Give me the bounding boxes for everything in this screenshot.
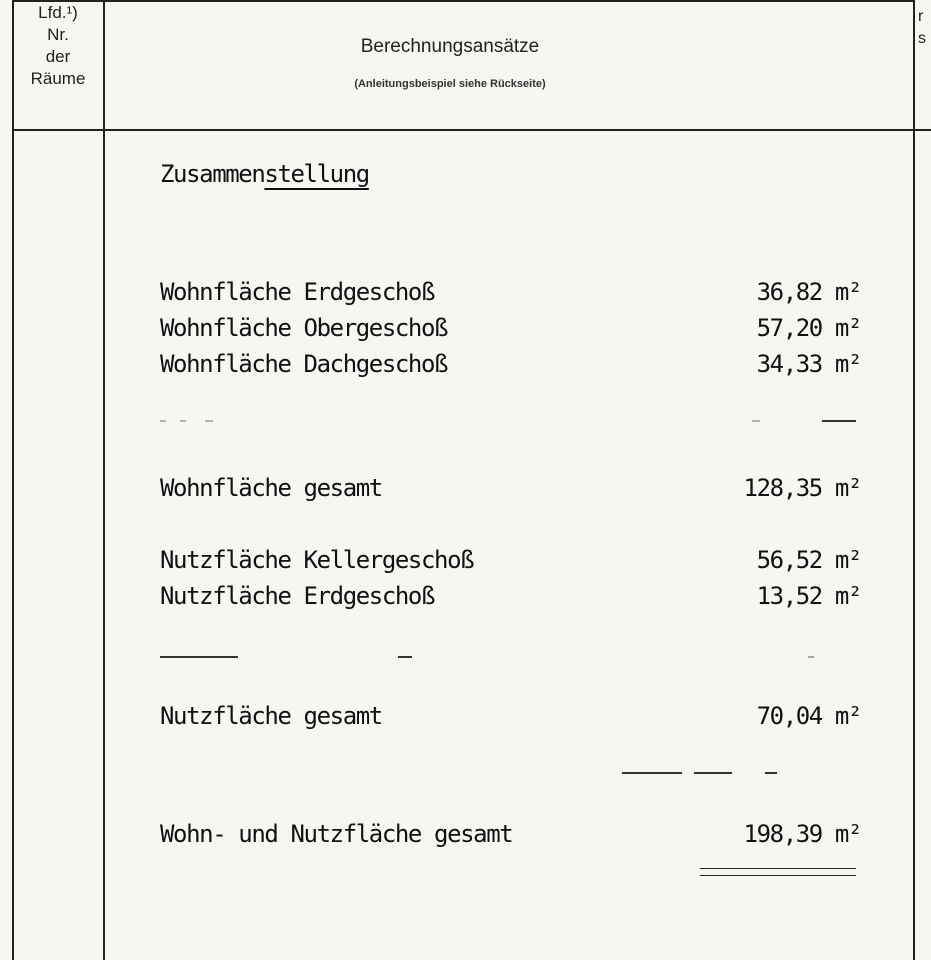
form-subtitle: (Anleitungsbeispiel siehe Rückseite) <box>354 78 546 90</box>
row-label: Nutzfläche Kellergeschoß <box>160 546 474 574</box>
separator-dash <box>694 772 732 774</box>
separator-dash <box>160 420 166 422</box>
separator-dash <box>752 420 760 422</box>
col1-line-2: Nr. <box>47 25 69 44</box>
left-border-line <box>12 0 14 960</box>
right-fragment-2: s <box>918 30 926 47</box>
summary-heading <box>160 160 369 188</box>
right-column-fragment <box>918 6 931 50</box>
form-title: Berechnungsansätze <box>360 36 540 57</box>
row-value: 13,52 m² <box>756 582 861 610</box>
column-divider-line <box>103 0 105 960</box>
separator-dash <box>765 772 777 774</box>
total-double-underline <box>700 868 856 876</box>
row-label: Wohnfläche Dachgeschoß <box>160 350 448 378</box>
separator-dash <box>822 420 856 422</box>
row-label: Wohnfläche Obergeschoß <box>160 314 448 342</box>
row-label: Wohn- und Nutzfläche gesamt <box>160 820 513 848</box>
separator-dash <box>398 656 412 658</box>
header-rule <box>12 129 931 131</box>
top-border-line <box>12 0 915 2</box>
row-value: 198,39 m² <box>743 820 861 848</box>
row-label: Nutzfläche Erdgeschoß <box>160 582 435 610</box>
separator-dash <box>808 656 814 658</box>
separator-dash <box>160 656 238 658</box>
separator-dash <box>205 420 213 422</box>
row-value: 34,33 m² <box>756 350 861 378</box>
col1-line-3: der <box>45 47 71 66</box>
heading-part-1: Zusammen <box>160 160 265 188</box>
row-label: Wohnfläche Erdgeschoß <box>160 278 435 306</box>
row-value: 56,52 m² <box>756 546 861 574</box>
separator-dash <box>180 420 186 422</box>
room-number-column-header <box>14 2 102 90</box>
right-border-line <box>913 0 915 960</box>
separator-dash <box>622 772 682 774</box>
row-label: Nutzfläche gesamt <box>160 702 382 730</box>
row-value: 57,20 m² <box>756 314 861 342</box>
heading-part-2: stellung <box>264 160 369 188</box>
col1-line-1: Lfd.¹) <box>38 3 78 22</box>
row-value: 36,82 m² <box>756 278 861 306</box>
row-value: 70,04 m² <box>756 702 861 730</box>
col1-line-4: Räume <box>30 69 86 88</box>
row-label: Wohnfläche gesamt <box>160 474 382 502</box>
row-value: 128,35 m² <box>743 474 861 502</box>
right-fragment-1: r <box>918 8 924 25</box>
